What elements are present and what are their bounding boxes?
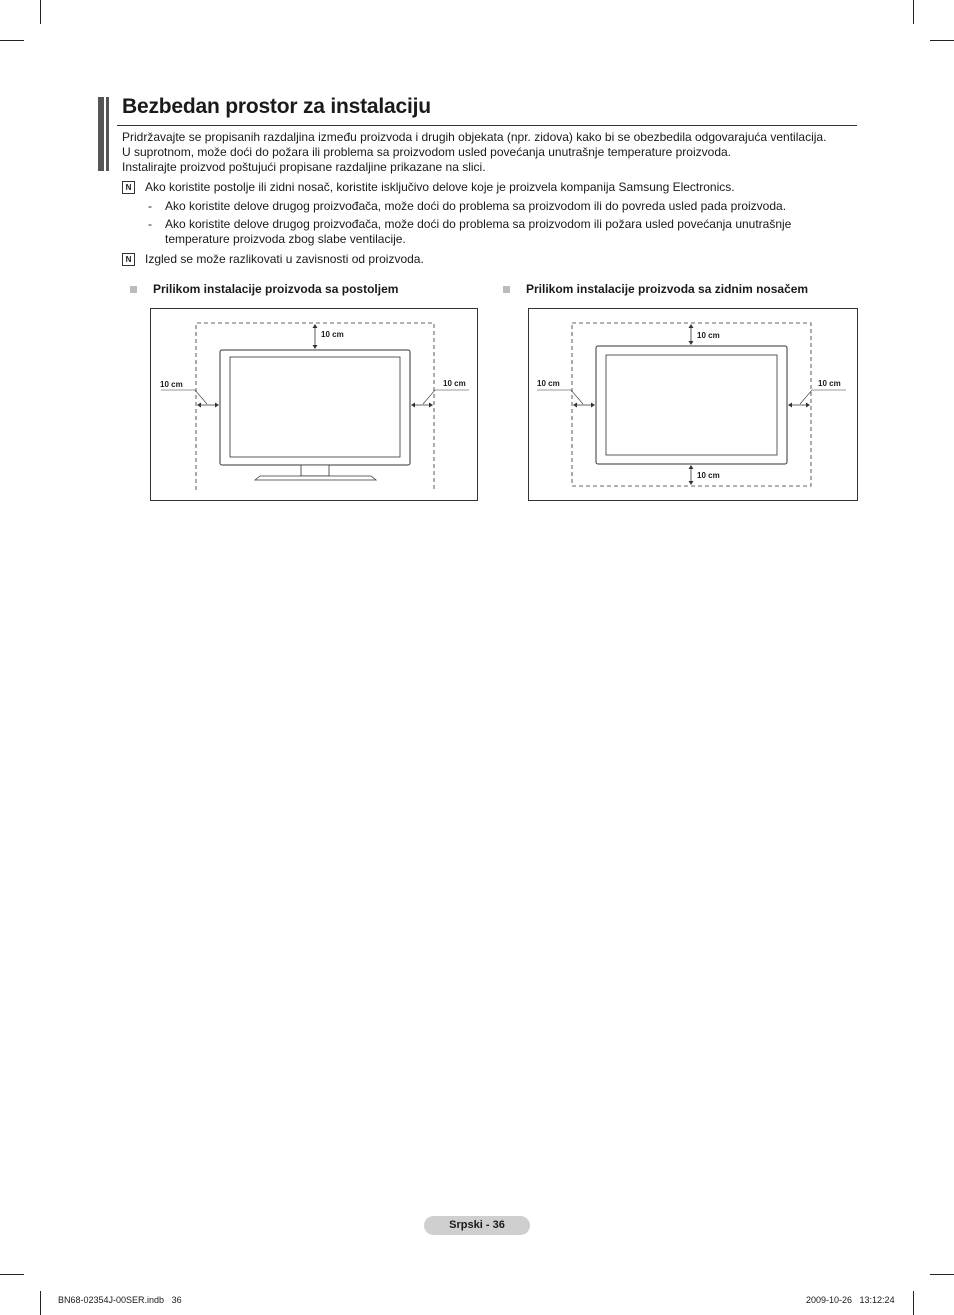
crop-mark bbox=[913, 0, 914, 24]
distance-label: 10 cm bbox=[321, 330, 344, 339]
distance-label: 10 cm bbox=[160, 380, 183, 389]
distance-label: 10 cm bbox=[697, 331, 720, 340]
note-text: Izgled se može razlikovati u zavisnosti od proizvoda. bbox=[145, 252, 424, 266]
file-info: BN68-02354J-00SER.indb 36 bbox=[58, 1295, 182, 1305]
page-title: Bezbedan prostor za instalaciju bbox=[122, 95, 431, 118]
note-icon: N bbox=[122, 181, 135, 194]
leader-line bbox=[161, 390, 207, 404]
tv-stand-base bbox=[255, 476, 376, 480]
diagram-wall-drawing bbox=[529, 309, 857, 500]
print-timestamp: 2009-10-26 13:12:24 bbox=[806, 1295, 895, 1305]
tv-screen bbox=[230, 357, 400, 457]
intro-paragraph bbox=[122, 130, 862, 175]
leader-line bbox=[800, 390, 846, 404]
title-divider bbox=[117, 125, 857, 126]
leader-line bbox=[423, 390, 469, 404]
crop-mark bbox=[930, 1274, 954, 1275]
diagram-wall-mount bbox=[528, 308, 858, 501]
note-icon: N bbox=[122, 253, 135, 266]
list-item-text: Ako koristite delove drugog proizvođača, može doći do problema sa proizvodom ili do povreda usled pada proizvoda. bbox=[165, 199, 787, 213]
title-accent-bar bbox=[98, 97, 104, 171]
dash-bullet: - bbox=[148, 199, 152, 213]
distance-label: 10 cm bbox=[537, 379, 560, 388]
title-accent-bar bbox=[106, 97, 109, 171]
distance-label: 10 cm bbox=[818, 379, 841, 388]
leader-line bbox=[537, 390, 583, 404]
tv-stand-neck bbox=[301, 465, 329, 476]
distance-label: 10 cm bbox=[443, 379, 466, 388]
page-number-badge: Srpski - 36 bbox=[424, 1216, 530, 1235]
crop-mark bbox=[40, 0, 41, 24]
note-text: Ako koristite postolje ili zidni nosač, koristite isključivo delove koje je proizvela kompanija Samsung Electronics. bbox=[145, 180, 735, 194]
intro-line: Pridržavajte se propisanih razdaljina između proizvoda i drugih objekata (npr. zidova) kako bi se obezbedila odgovarajuća ventilacija. bbox=[122, 130, 827, 144]
crop-mark bbox=[913, 1291, 914, 1315]
intro-line: Instalirajte proizvod poštujući propisane razdaljine prikazane na slici. bbox=[122, 160, 486, 174]
crop-mark bbox=[0, 40, 24, 41]
dash-bullet: - bbox=[148, 217, 152, 231]
distance-label: 10 cm bbox=[697, 471, 720, 480]
square-bullet-icon bbox=[503, 286, 510, 293]
diagram-stand-drawing bbox=[151, 309, 477, 500]
intro-line: U suprotnom, može doći do požara ili problema sa proizvodom usled povećanja unutrašnje temperature proizvoda. bbox=[122, 145, 731, 159]
crop-mark bbox=[930, 40, 954, 41]
square-bullet-icon bbox=[130, 286, 137, 293]
crop-mark bbox=[0, 1274, 24, 1275]
list-item-text: Ako koristite delove drugog proizvođača, može doći do problema sa proizvodom ili požara usled povećanja unutrašnje temperature proizvoda zbog slabe ventilacije. bbox=[165, 217, 792, 246]
diagram-stand bbox=[150, 308, 478, 501]
crop-mark bbox=[40, 1291, 41, 1315]
tv-screen bbox=[606, 355, 777, 455]
